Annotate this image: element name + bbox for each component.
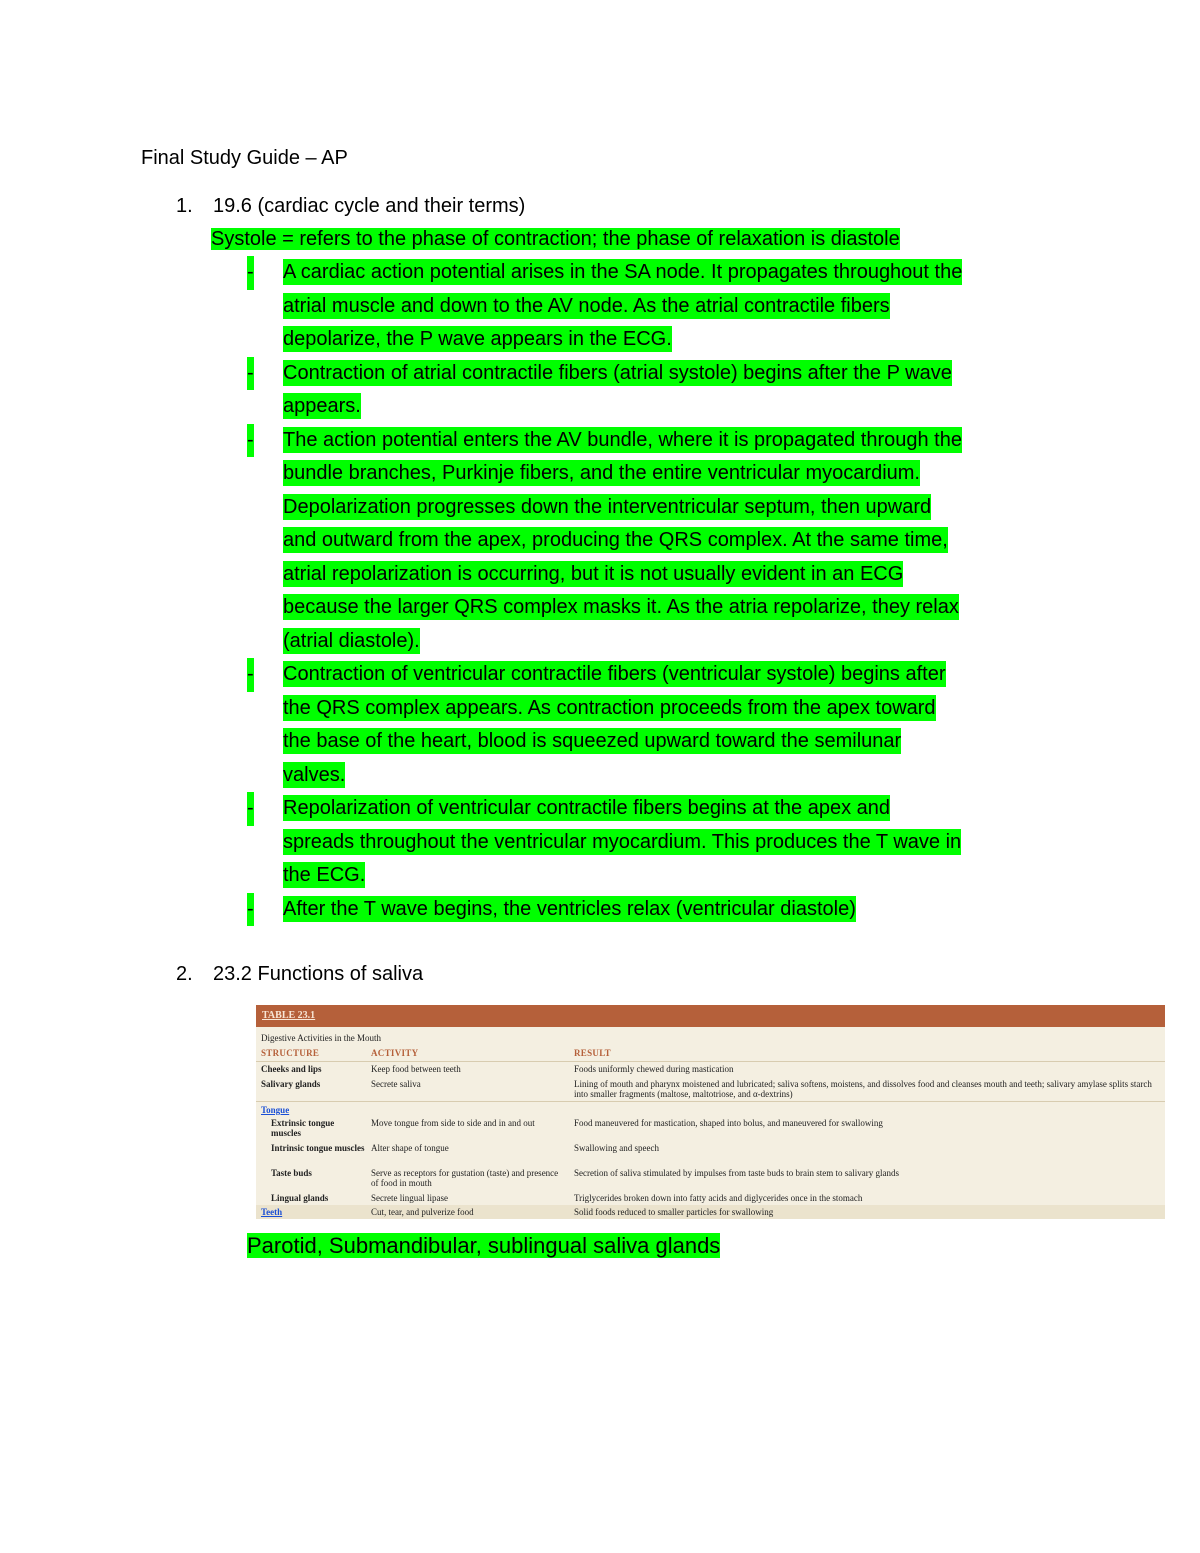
table-banner: TABLE 23.1 xyxy=(256,1005,1165,1027)
bullet-text xyxy=(283,893,1063,927)
bullet-marker: - xyxy=(247,658,254,692)
table-cell-activity: Secrete lingual lipase xyxy=(371,1193,448,1203)
bullet-line: After the T wave begins, the ventricles relax (ventricular diastole) xyxy=(283,897,856,920)
section-2-heading xyxy=(176,960,423,988)
bullet-line: Contraction of atrial contractile fibers (atrial systole) begins after the P wave xyxy=(283,361,952,384)
bullet-line: Contraction of ventricular contractile fibers (ventricular systole) begins after xyxy=(283,663,946,685)
bullet-text xyxy=(283,357,1063,424)
table-cell-structure: Extrinsic tongue muscles xyxy=(271,1118,335,1138)
table-cell-structure: Intrinsic tongue muscles xyxy=(271,1143,365,1153)
systole-definition xyxy=(211,224,900,254)
bullet-item xyxy=(247,792,1077,893)
bullet-marker: - xyxy=(247,893,254,927)
table-link-teeth[interactable]: Teeth xyxy=(261,1207,283,1217)
bullet-text xyxy=(283,256,1063,357)
saliva-glands-note xyxy=(247,1231,720,1261)
table-cell-structure: Salivary glands xyxy=(261,1079,321,1089)
section-1-heading xyxy=(176,192,525,220)
bullet-line: Repolarization of ventricular contractile fibers begins at the apex and xyxy=(283,797,891,819)
bullet-line: the QRS complex appears. As contraction proceeds from the apex toward xyxy=(283,696,936,719)
bullet-line: Depolarization progresses down the interventricular septum, then upward xyxy=(283,495,932,518)
table-cell-structure: Lingual glands xyxy=(271,1193,329,1203)
bullet-line: the base of the heart, blood is squeezed upward toward the semilunar xyxy=(283,730,902,752)
table-cell-result: Swallowing and speech xyxy=(574,1143,659,1153)
bullet-text xyxy=(283,792,1063,893)
table-cell-activity: Move tongue from side to side and in and out xyxy=(371,1118,535,1128)
table-link-tongue[interactable]: Tongue xyxy=(261,1105,290,1115)
bullet-item xyxy=(247,256,1077,357)
highlighted-text: Parotid, Submandibular, sublingual saliva glands xyxy=(247,1233,721,1258)
table-cell-structure: Cheeks and lips xyxy=(261,1064,322,1074)
table-cell-activity: Keep food between teeth xyxy=(371,1064,461,1074)
bullet-text xyxy=(283,658,1063,792)
bullet-line: valves. xyxy=(283,763,346,786)
bullet-line: spreads throughout the ventricular myocardium. This produces the T wave in xyxy=(283,830,962,853)
bullet-line: atrial repolarization is occurring, but it is not usually evident in an ECG xyxy=(283,562,904,585)
bullet-line: (atrial diastole). xyxy=(283,629,420,652)
bullet-item xyxy=(247,424,1077,659)
bullet-item xyxy=(247,893,1077,927)
bullet-item xyxy=(247,658,1077,792)
table-rule xyxy=(256,1061,1165,1062)
document-title: Final Study Guide – AP xyxy=(141,147,348,169)
column-header-activity: ACTIVITY xyxy=(371,1048,419,1058)
bullet-marker: - xyxy=(247,357,254,391)
section-heading-text: 23.2 Functions of saliva xyxy=(213,963,424,985)
bullet-text xyxy=(283,424,1063,659)
column-header-structure: STRUCTURE xyxy=(261,1048,320,1058)
bullet-marker: - xyxy=(247,256,254,290)
bullet-line: appears. xyxy=(283,395,361,417)
table-caption: Digestive Activities in the Mouth xyxy=(261,1033,381,1043)
column-header-result: RESULT xyxy=(574,1048,611,1058)
section-heading-text: 19.6 (cardiac cycle and their terms) xyxy=(213,195,526,217)
bullet-line: depolarize, the P wave appears in the ECG. xyxy=(283,328,672,350)
bullet-item xyxy=(247,357,1077,424)
bullet-line: The action potential enters the AV bundle, where it is propagated through the xyxy=(283,428,962,451)
table-rule xyxy=(256,1101,1165,1102)
table-cell-activity: Cut, tear, and pulverize food xyxy=(371,1207,474,1217)
bullet-marker: - xyxy=(247,792,254,826)
bullet-line: A cardiac action potential arises in the SA node. It propagates throughout the xyxy=(283,261,963,283)
table-cell-activity: Secrete saliva xyxy=(371,1079,421,1089)
table-cell-structure: Taste buds xyxy=(271,1168,312,1178)
bullet-marker: - xyxy=(247,424,254,458)
table-cell-activity: Serve as receptors for gustation (taste) and presence of food in mouth xyxy=(371,1168,559,1188)
saliva-functions-table xyxy=(256,1005,1165,1219)
bullet-line: and outward from the apex, producing the QRS complex. At the same time, xyxy=(283,529,948,551)
table-cell-result: Triglycerides broken down into fatty acids and diglycerides once in the stomach xyxy=(574,1193,863,1203)
table-cell-result: Foods uniformly chewed during mastication xyxy=(574,1064,734,1074)
cardiac-cycle-bullet-list xyxy=(247,256,1077,926)
bullet-line: the ECG. xyxy=(283,864,366,886)
bullet-line: bundle branches, Purkinje fibers, and the entire ventricular myocardium. xyxy=(283,462,920,484)
section-number: 2. xyxy=(176,963,193,985)
section-number: 1. xyxy=(176,195,193,217)
table-cell-result: Lining of mouth and pharynx moistened and lubricated; saliva softens, moistens, and dissolves food and cleanses mouth and teeth; salivary amylase splits starch into smaller fragments (maltose, maltotriose, and α-dextrins) xyxy=(574,1079,1152,1099)
bullet-line: atrial muscle and down to the AV node. As the atrial contractile fibers xyxy=(283,294,890,317)
table-cell-result: Solid foods reduced to smaller particles for swallowing xyxy=(574,1207,774,1217)
table-cell-result: Secretion of saliva stimulated by impulses from taste buds to brain stem to salivary glands xyxy=(574,1168,899,1178)
table-cell-activity: Alter shape of tongue xyxy=(371,1143,449,1153)
bullet-line: because the larger QRS complex masks it. As the atria repolarize, they relax xyxy=(283,596,959,618)
table-cell-result: Food maneuvered for mastication, shaped into bolus, and maneuvered for swallowing xyxy=(574,1118,883,1128)
highlighted-text: Systole = refers to the phase of contraction; the phase of relaxation is diastole xyxy=(211,228,900,250)
